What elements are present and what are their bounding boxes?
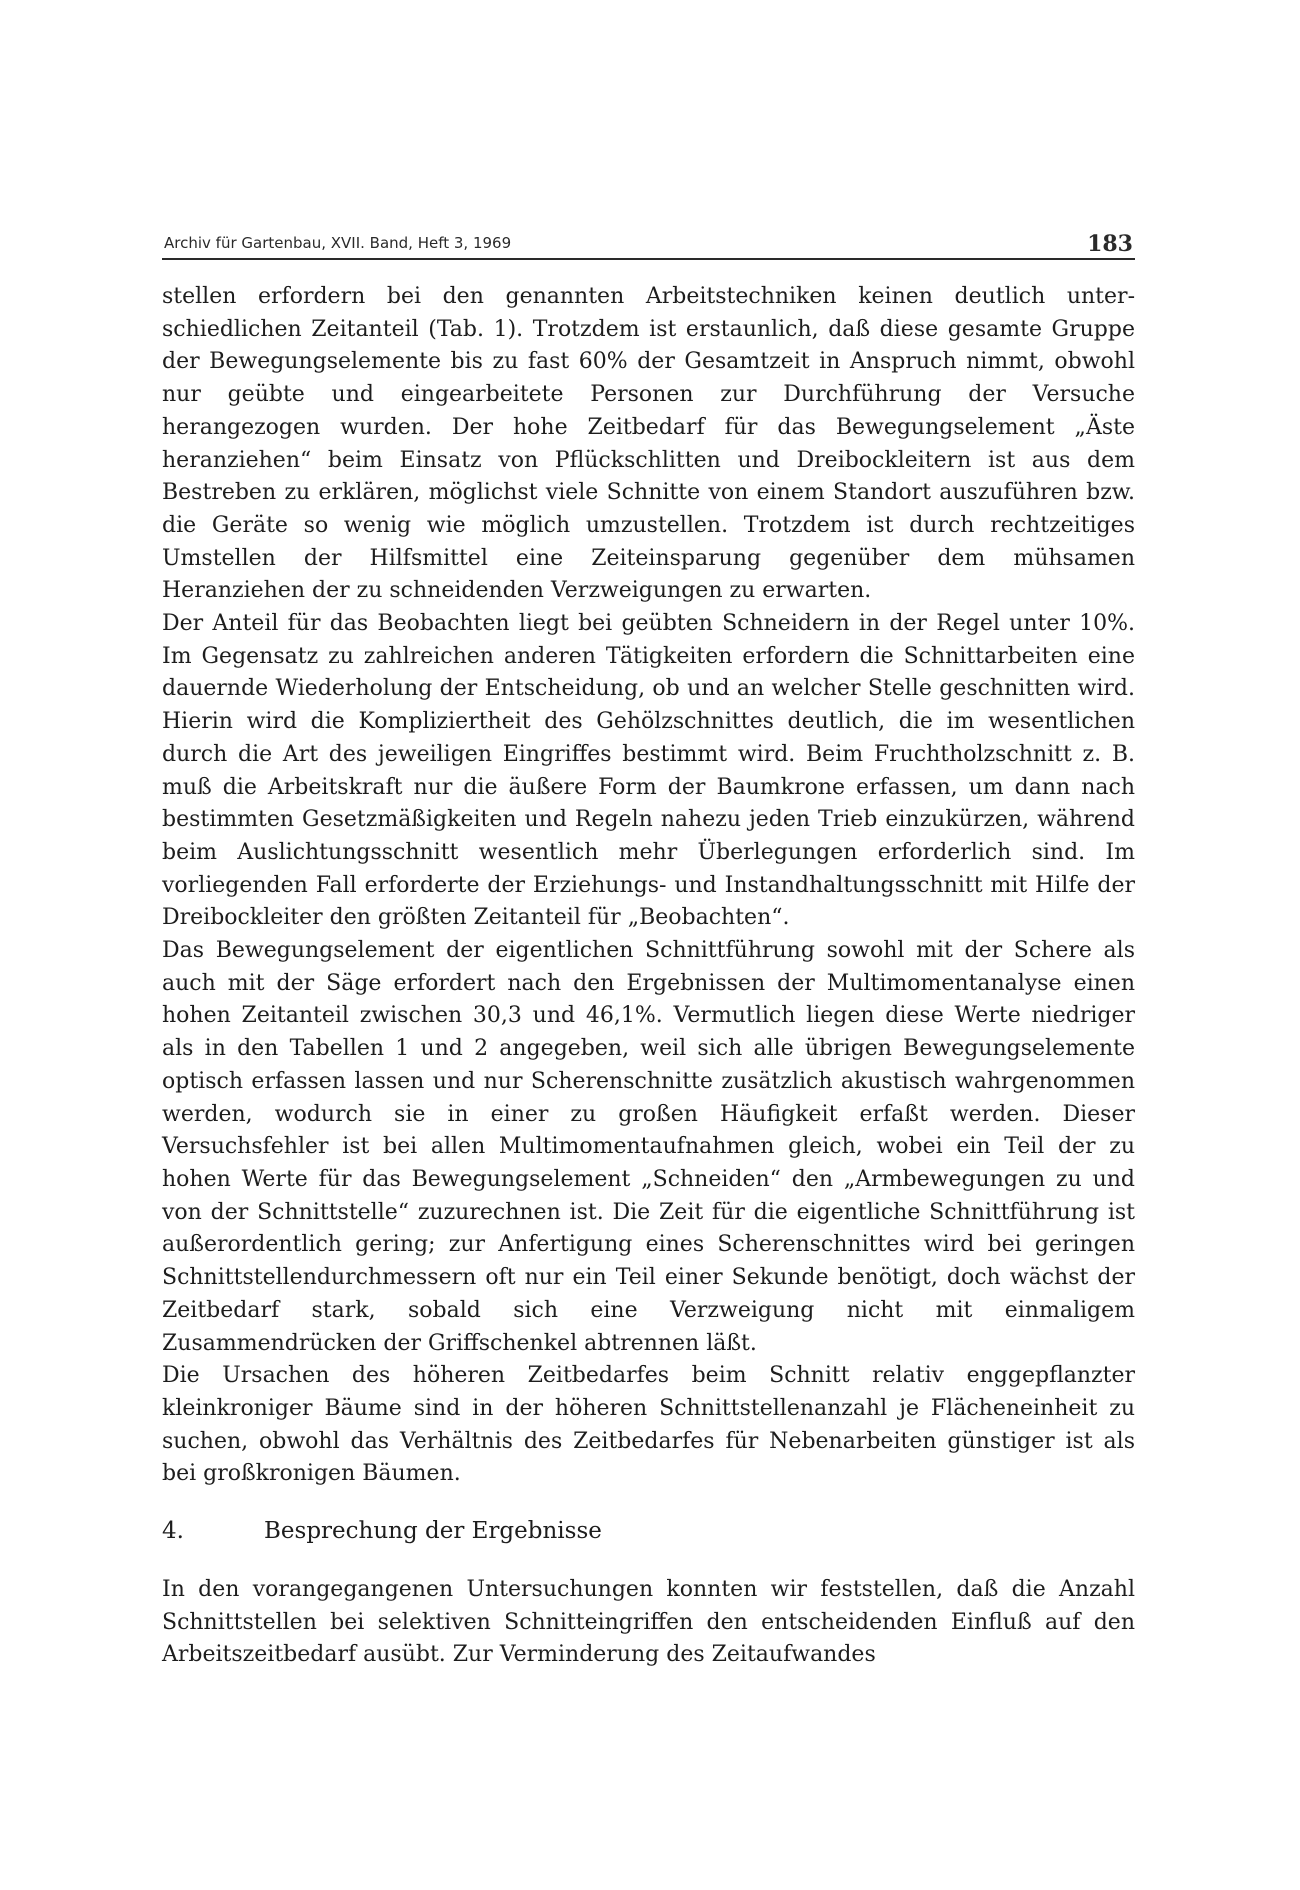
paragraph-cutting-element: Das Bewegungselement der eigentlichen Schnittführung sowohl mit der Schere als auch mit der Säge erfordert nach den Ergebnissen der Multimomentanalyse einen hohen Zeitanteil zwischen 30,3 und 46,1%. Vermutlich liegen diese Werte niedriger als in den Tabellen 1 und 2 angegeben, weil sich alle übrigen Bewegungselemente optisch erfassen lassen und nur Scherenschnitte zusätzlich akustisch wahrgenommen werden, wodurch sie in einer zu großen Häufigkeit erfaßt werden. Dieser Versuchsfehler ist bei allen Multimomentaufnahmen gleich, wobei ein Teil der zu hohen Werte für das Bewegungselement „Schneiden“ den „Armbewegungen zu und von der Schnittstelle“ zuzurechnen ist. Die Zeit für die eigentliche Schnittführung ist außerordentlich gering; zur Anfertigung eines Scherenschnittes wird bei geringen Schnittstellendurchmessern oft nur ein Teil einer Sekunde benötigt, doch wächst der Zeitbedarf stark, sobald sich eine Verzweigung nicht mit einmaligem Zusammendrücken der Griffschenkel abtrennen läßt. xyxy=(162,938,1135,1356)
paragraph-observation: Der Anteil für das Beobachten liegt bei geübten Schneidern in der Regel unter 10%. Im Gegensatz zu zahlreichen anderen Tätigkeiten erfordern die Schnittarbeiten eine dauernde Wiederholung der Entscheidung, ob und an welcher Stelle geschnitten wird. Hierin wird die Kompliziertheit des Gehölzschnittes deutlich, die im wesentlichen durch die Art des jeweiligen Eingriffes bestimmt wird. Beim Fruchtholzschnitt z. B. muß die Arbeitskraft nur die äußere Form der Baumkrone erfassen, um dann nach bestimmten Gesetzmäßigkeiten und Regeln nahezu jeden Trieb einzukürzen, während beim Auslichtungsschnitt wesentlich mehr Überlegungen erforderlich sind. Im vorliegenden Fall erforderte der Erziehungs- und Instandhaltungsschnitt mit Hilfe der Dreibockleiter den größten Zeitanteil für „Beobachten“. xyxy=(162,611,1135,931)
running-header xyxy=(162,228,1135,260)
section-title: Besprechung der Ergebnisse xyxy=(264,1518,602,1545)
article-body xyxy=(162,281,1135,1672)
section-number: 4. xyxy=(162,1518,184,1545)
journal-reference: Archiv für Gartenbau, XVII. Band, Heft 3, 1969 xyxy=(164,234,512,252)
paragraph-continuation: stellen erfordern bei den genannten Arbeitstechniken keinen deutlich unterschiedlichen Zeitanteil (Tab. 1). Trotzdem ist erstaunlich, daß diese gesamte Gruppe der Bewegungselemente bis zu fast 60% der Gesamtzeit in Anspruch nimmt, obwohl nur geübte und eingearbeitete Personen zur Durchführung der Versuche herangezogen wurden. Der hohe Zeitbedarf für das Bewegungselement „Äste heranziehen“ beim Einsatz von Pflückschlitten und Dreibockleitern ist aus dem Bestreben zu erklären, möglichst viele Schnitte von einem Standort auszuführen bzw. die Geräte so wenig wie möglich umzustellen. Trotzdem ist durch rechtzeitiges Umstellen der Hilfsmittel eine Zeiteinsparung gegenüber dem mühsamen Heranziehen der zu schneidenden Verzweigungen zu erwarten. xyxy=(162,284,1135,604)
paragraph-discussion: In den vorangegangenen Untersuchungen konnten wir feststellen, daß die Anzahl Schnittstellen bei selektiven Schnitteingriffen den entscheidenden Einfluß auf den Arbeitszeitbedarf ausübt. Zur Verminderung des Zeitaufwandes xyxy=(162,1577,1135,1668)
section-heading xyxy=(162,1515,1135,1547)
journal-page xyxy=(162,228,1135,1672)
page-number: 183 xyxy=(1087,231,1133,257)
paragraph-causes: Die Ursachen des höheren Zeitbedarfes beim Schnitt relativ enggepflanzter kleinkroniger Bäume sind in der höheren Schnittstellenanzahl je Flächeneinheit zu suchen, obwohl das Verhältnis des Zeitbedarfes für Nebenarbeiten günstiger ist als bei großkronigen Bäumen. xyxy=(162,1363,1135,1487)
